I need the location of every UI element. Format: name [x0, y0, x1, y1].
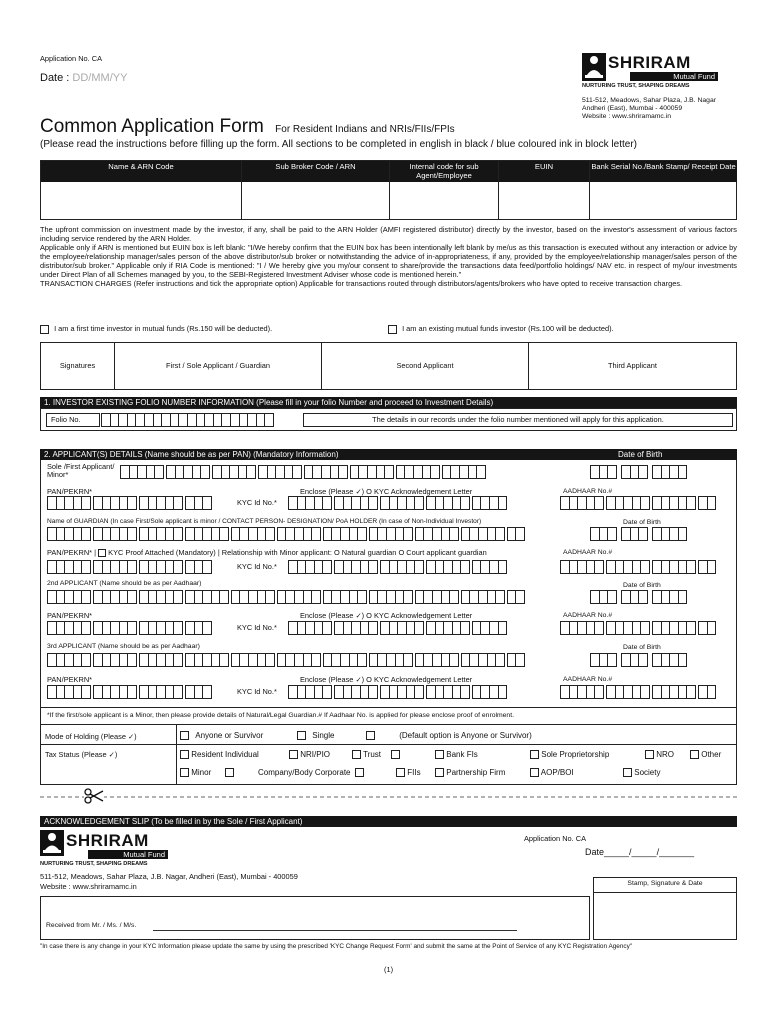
holding-single-checkbox[interactable] — [297, 731, 306, 740]
broker-header-name-arn: Name & ARN Code — [41, 161, 241, 182]
guardian-pan-label: PAN/PEKRN* | — [47, 548, 97, 557]
input-cell[interactable] — [173, 560, 183, 574]
tax-bank-checkbox[interactable] — [435, 750, 444, 759]
tax-aop-label: AOP/BOI — [540, 768, 574, 777]
input-cell[interactable] — [368, 685, 378, 699]
input-cell[interactable] — [495, 653, 505, 667]
input-cell[interactable] — [81, 685, 91, 699]
holding-label: Mode of Holding (Please ✓) — [45, 732, 137, 741]
input-cell[interactable] — [678, 465, 688, 479]
folio-note: The details in our records under the folio number mentioned will apply for this application. — [303, 413, 733, 427]
tax-nri-checkbox[interactable] — [289, 750, 298, 759]
tax-company-label: Company/Body Corporate — [258, 768, 351, 777]
guardian-kyc-label: KYC Id No.* — [237, 562, 277, 571]
second-pan-cells[interactable] — [47, 621, 211, 635]
input-cell[interactable] — [686, 496, 696, 510]
guardian-pan-row — [47, 548, 487, 557]
input-cell[interactable] — [515, 527, 525, 541]
page-title — [40, 116, 455, 138]
input-cell[interactable] — [638, 527, 648, 541]
input-cell[interactable] — [594, 685, 604, 699]
input-cell[interactable] — [607, 465, 617, 479]
brand-address2: Andheri (East), Mumbai - 400059 — [582, 105, 683, 112]
guardian-dob-day[interactable] — [590, 527, 616, 541]
input-cell[interactable] — [403, 590, 413, 604]
input-cell[interactable] — [707, 621, 717, 635]
input-cell[interactable] — [357, 653, 367, 667]
third-pan-cells[interactable] — [47, 685, 211, 699]
input-cell[interactable] — [322, 560, 332, 574]
input-cell[interactable] — [707, 560, 717, 574]
input-cell[interactable] — [640, 496, 650, 510]
input-cell[interactable] — [594, 621, 604, 635]
input-cell[interactable] — [219, 653, 229, 667]
tax-partnership-label: Partnership Firm — [446, 768, 506, 777]
brand-sub: Mutual Fund — [630, 72, 718, 81]
holding-anyone-label: Anyone or Survivor — [195, 731, 264, 740]
input-cell[interactable] — [368, 496, 378, 510]
sole-kyc-cells[interactable] — [288, 496, 506, 510]
input-cell[interactable] — [322, 685, 332, 699]
signatures-label: Signatures — [59, 361, 96, 370]
tax-fiis-checkbox[interactable] — [396, 768, 405, 777]
tax-society-label: Society — [634, 768, 661, 777]
second-dob-label: Date of Birth — [623, 582, 661, 589]
guardian-dob-year[interactable] — [652, 527, 686, 541]
existing-checkbox[interactable] — [388, 325, 397, 334]
input-cell[interactable] — [154, 465, 164, 479]
input-cell[interactable] — [678, 527, 688, 541]
second-dob-day[interactable] — [590, 590, 616, 604]
third-dob-year[interactable] — [652, 653, 686, 667]
ack-stamp-label: Stamp, Signature & Date — [627, 880, 703, 887]
input-cell[interactable] — [127, 496, 137, 510]
sole-aadhaar-cells[interactable] — [560, 496, 715, 510]
euin-field[interactable] — [500, 183, 588, 219]
input-cell[interactable] — [638, 590, 648, 604]
first-time-checkbox[interactable] — [40, 325, 49, 334]
tax-bank-label: Bank FIs — [446, 750, 478, 759]
sole-aadhaar-label: AADHAAR No.# — [563, 488, 613, 495]
existing-label: I am an existing mutual funds investor (Rs.100 will be deducted). — [402, 324, 614, 333]
internal-code-field[interactable] — [391, 183, 497, 219]
folio-label: Folio No. — [46, 413, 100, 427]
input-cell[interactable] — [173, 527, 183, 541]
broker-header-euin: EUIN — [499, 161, 589, 182]
tax-other-label: Other — [701, 750, 722, 759]
third-kyc-cells[interactable] — [288, 685, 506, 699]
input-cell[interactable] — [449, 527, 459, 541]
tax-resident-checkbox[interactable] — [180, 750, 189, 759]
tax-aop-checkbox[interactable] — [530, 768, 539, 777]
input-cell[interactable] — [460, 496, 470, 510]
input-cell[interactable] — [495, 590, 505, 604]
input-cell[interactable] — [414, 685, 424, 699]
ack-address: 511-512, Meadows, Sahar Plaza, J.B. Nagar, Andheri (East), Mumbai - 400059 — [40, 872, 298, 881]
input-cell[interactable] — [246, 465, 256, 479]
third-applicant-label: 3rd APPLICANT (Name should be as per Aadhaar) — [47, 643, 200, 650]
guardian-dob-label: Date of Birth — [623, 519, 661, 526]
tax-trust[interactable] — [352, 750, 400, 759]
input-cell[interactable] — [498, 560, 508, 574]
input-cell[interactable] — [515, 653, 525, 667]
holding-anyone[interactable] — [180, 731, 263, 740]
tax-society-checkbox[interactable] — [623, 768, 632, 777]
date-row — [40, 72, 127, 84]
folio-number-cells[interactable] — [101, 413, 273, 427]
input-cell[interactable] — [127, 685, 137, 699]
tax-sole-proprietorship[interactable] — [530, 750, 609, 759]
ack-received-box — [40, 896, 590, 940]
ack-brand-sub: Mutual Fund — [88, 850, 168, 859]
input-cell[interactable] — [219, 527, 229, 541]
disclaimer-euin: Applicable only if ARN is mentioned but EUIN box is left blank: "I/We hereby confirm that the EUIN box has been intentionally left blank by me/us as this transaction is executed without any interaction or advice by the employee/relationship manager/sales person of the above distributor/sub broker or notwithstanding the advice of in-appropriateness, if any, provided by the employee/relationship manager/sales person of the distributor/sub broker." Applicable only if RIA Code is mentioned: "I / We hereby give you my/our consent to share/provide the transactions data feed/portfolio holdings/ NAV etc. in respect of my/our investments under Direct Plan of all Schemes managed by you, to the SEBI-Registered Investment Adviser whose code is mentioned herein." — [40, 243, 737, 279]
ack-date[interactable]: Date_____/_____/_______ — [585, 847, 695, 857]
input-cell[interactable] — [368, 621, 378, 635]
input-cell[interactable] — [311, 590, 321, 604]
sole-dob-year[interactable] — [652, 465, 686, 479]
ack-website: Website : www.shriramamc.in — [40, 882, 137, 891]
cut-line — [40, 790, 737, 804]
signature-third-applicant[interactable]: Third Applicant — [608, 361, 657, 370]
input-cell[interactable] — [707, 496, 717, 510]
input-cell[interactable] — [460, 560, 470, 574]
second-kyc-label: KYC Id No.* — [237, 623, 277, 632]
second-aadhaar-cells[interactable] — [560, 621, 715, 635]
input-cell[interactable] — [384, 465, 394, 479]
guardian-label: Name of GUARDIAN (In case First/Sole applicant is minor / CONTACT PERSON- DESIGNATION/ PoA HOLDER (In case of Non-Individual Investor) — [47, 518, 482, 525]
section2-title-text: 2. APPLICANT(S) DETAILS (Name should be as per PAN) (Mandatory Information) — [44, 450, 339, 459]
tax-nro[interactable] — [645, 750, 674, 759]
holding-anyone-checkbox[interactable] — [180, 731, 189, 740]
guardian-name-cells[interactable] — [47, 527, 524, 541]
section2-dob-header: Date of Birth — [618, 450, 663, 459]
input-cell[interactable] — [607, 653, 617, 667]
input-cell[interactable] — [640, 685, 650, 699]
input-cell[interactable] — [414, 621, 424, 635]
tax-other-checkbox[interactable] — [690, 750, 699, 759]
tax-resident-individual[interactable] — [180, 750, 259, 759]
input-cell[interactable] — [449, 590, 459, 604]
form-instruction: (Please read the instructions before filling up the form. All sections to be completed in english in black / blue coloured ink in block letter) — [40, 139, 637, 150]
form-subtitle: For Resident Indians and NRIs/FIIs/FPIs — [275, 124, 455, 135]
second-dob-month[interactable] — [621, 590, 647, 604]
input-cell[interactable] — [81, 560, 91, 574]
tax-trust-label: Trust — [363, 750, 382, 759]
input-cell[interactable] — [202, 560, 212, 574]
sole-pan-label: PAN/PEKRN* — [47, 487, 93, 496]
third-kyc-label: KYC Id No.* — [237, 687, 277, 696]
form-title: Common Application Form — [40, 116, 264, 137]
input-cell[interactable] — [460, 685, 470, 699]
input-cell[interactable] — [678, 590, 688, 604]
ack-stamp-box[interactable] — [593, 877, 737, 940]
disclaimer-transaction-charges: TRANSACTION CHARGES (Refer instructions and tick the appropriate option) Applicable for transactions routed through distributors/agents/brokers who have opted to receive transaction charges. — [40, 279, 683, 288]
input-cell[interactable] — [127, 653, 137, 667]
ack-shriram-logo — [40, 830, 170, 870]
input-cell[interactable] — [594, 560, 604, 574]
input-cell[interactable] — [357, 527, 367, 541]
input-cell[interactable] — [81, 621, 91, 635]
input-cell[interactable] — [678, 653, 688, 667]
second-applicant-name-cells[interactable] — [47, 590, 524, 604]
sole-applicant-label: Sole /First Applicant/ Minor* — [47, 462, 115, 479]
ack-title: ACKNOWLEDGEMENT SLIP (To be filled in by the Sole / First Applicant) — [40, 816, 737, 827]
date-label: Date : — [40, 72, 70, 84]
reading-figure-icon — [582, 53, 606, 81]
input-cell[interactable] — [127, 590, 137, 604]
tax-nri-label: NRI/PIO — [300, 750, 331, 759]
brand-address1: 511-512, Meadows, Sahar Plaza, J.B. Nagar — [582, 97, 716, 104]
input-cell[interactable] — [594, 496, 604, 510]
sole-dob-month[interactable] — [621, 465, 647, 479]
application-no-label: Application No. CA — [40, 54, 103, 63]
input-cell[interactable] — [640, 621, 650, 635]
input-cell[interactable] — [607, 527, 617, 541]
input-cell[interactable] — [515, 590, 525, 604]
guardian-dob-month[interactable] — [621, 527, 647, 541]
input-cell[interactable] — [449, 653, 459, 667]
input-cell[interactable] — [173, 496, 183, 510]
input-cell[interactable] — [686, 621, 696, 635]
tax-minor-extra-checkbox[interactable] — [225, 768, 234, 777]
second-kyc-cells[interactable] — [288, 621, 506, 635]
folio-box — [40, 408, 737, 431]
input-cell[interactable] — [638, 653, 648, 667]
input-cell[interactable] — [322, 621, 332, 635]
tax-resident-label: Resident Individual — [191, 750, 259, 759]
input-cell[interactable] — [414, 560, 424, 574]
sole-pan-cells[interactable] — [47, 496, 211, 510]
ack-received-line[interactable] — [153, 930, 517, 931]
input-cell[interactable] — [638, 465, 648, 479]
tax-status-label: Tax Status (Please ✓) — [45, 750, 118, 759]
ack-brand-name: SHRIRAM — [66, 831, 149, 850]
tax-minor[interactable] — [180, 768, 234, 777]
input-cell[interactable] — [686, 685, 696, 699]
tax-minor-checkbox[interactable] — [180, 768, 189, 777]
signature-first-applicant[interactable]: First / Sole Applicant / Guardian — [166, 361, 270, 370]
signature-second-applicant[interactable]: Second Applicant — [396, 361, 454, 370]
input-cell[interactable] — [200, 465, 210, 479]
tax-bank-fis[interactable] — [435, 750, 478, 759]
disclaimer-commission: The upfront commission on investment made by the investor, if any, shall be paid to the ARN Holder (AMFI registered distributor) directly by the investor, based on the investor's assessment of various factors including service rendered by the ARN Holder. — [40, 225, 737, 243]
page-number: (1) — [384, 965, 394, 974]
input-cell[interactable] — [219, 590, 229, 604]
input-cell[interactable] — [707, 685, 717, 699]
third-pan-label: PAN/PEKRN* — [47, 675, 93, 684]
sole-applicant-name-cells[interactable] — [120, 465, 488, 479]
input-cell[interactable] — [173, 590, 183, 604]
guardian-aadhaar-label: AADHAAR No.# — [563, 549, 613, 556]
second-dob-year[interactable] — [652, 590, 686, 604]
tax-society[interactable] — [623, 768, 660, 777]
tax-company-checkbox[interactable] — [355, 768, 364, 777]
guardian-kyc-text: KYC Proof Attached (Mandatory) | Relationship with Minor applicant: O Natural guardian O Court applicant guardian — [108, 548, 487, 557]
input-cell[interactable] — [127, 527, 137, 541]
input-cell[interactable] — [311, 653, 321, 667]
folio-cell[interactable] — [264, 413, 274, 427]
tax-company[interactable] — [258, 768, 364, 777]
first-time-investor[interactable] — [40, 324, 272, 334]
section1-title: 1. INVESTOR EXISTING FOLIO NUMBER INFORMATION (Please fill in your folio Number and proceed to Investment Details) — [40, 397, 737, 408]
input-cell[interactable] — [81, 590, 91, 604]
sole-enclose-label: Enclose (Please ✓) O KYC Acknowledgement Letter — [300, 487, 473, 496]
section2-title — [40, 449, 737, 460]
tax-minor-label: Minor — [191, 768, 212, 777]
input-cell[interactable] — [495, 527, 505, 541]
input-cell[interactable] — [202, 621, 212, 635]
tax-fiis[interactable] — [396, 768, 421, 777]
ack-brand-tagline: NURTURING TRUST, SHAPING DREAMS — [40, 861, 148, 867]
tax-nri-pio[interactable] — [289, 750, 330, 759]
shriram-logo — [582, 53, 742, 123]
broker-header-bank: Bank Serial No./Bank Stamp/ Receipt Date — [590, 161, 737, 182]
input-cell[interactable] — [127, 621, 137, 635]
tax-nro-checkbox[interactable] — [645, 750, 654, 759]
input-cell[interactable] — [403, 653, 413, 667]
first-time-label: I am a first time investor in mutual funds (Rs.150 will be deducted). — [54, 324, 273, 333]
third-applicant-name-cells[interactable] — [47, 653, 524, 667]
ack-application-no: Application No. CA — [524, 834, 587, 843]
input-cell[interactable] — [202, 685, 212, 699]
input-cell[interactable] — [81, 496, 91, 510]
input-cell[interactable] — [292, 465, 302, 479]
holding-single-label: Single — [312, 731, 335, 740]
holding-default-checkbox[interactable] — [366, 731, 375, 740]
input-cell[interactable] — [414, 496, 424, 510]
input-cell[interactable] — [403, 527, 413, 541]
input-cell[interactable] — [81, 653, 91, 667]
brand-tagline: NURTURING TRUST, SHAPING DREAMS — [582, 83, 690, 89]
holding-single[interactable] — [297, 731, 334, 740]
scissors-icon — [84, 788, 104, 804]
input-cell[interactable] — [127, 560, 137, 574]
input-cell[interactable] — [607, 590, 617, 604]
input-cell[interactable] — [686, 560, 696, 574]
third-dob-month[interactable] — [621, 653, 647, 667]
holding-default — [366, 731, 532, 740]
guardian-pan-cells[interactable] — [47, 560, 211, 574]
third-dob-label: Date of Birth — [623, 644, 661, 651]
second-applicant-label: 2nd APPLICANT (Name should be as per Aadhaar) — [47, 580, 202, 587]
tax-trust-extra-checkbox[interactable] — [391, 750, 400, 759]
tax-trust-checkbox[interactable] — [352, 750, 361, 759]
broker-header-internal: Internal code for sub Agent/Employee — [390, 161, 498, 182]
input-cell[interactable] — [81, 527, 91, 541]
third-aadhaar-label: AADHAAR No.# — [563, 676, 613, 683]
input-cell[interactable] — [368, 560, 378, 574]
brand-name: SHRIRAM — [608, 53, 691, 72]
tax-sole-label: Sole Proprietorship — [541, 750, 610, 759]
tax-sole-checkbox[interactable] — [530, 750, 539, 759]
existing-investor[interactable] — [388, 324, 614, 334]
second-pan-label: PAN/PEKRN* — [47, 611, 93, 620]
input-cell[interactable] — [460, 621, 470, 635]
input-cell[interactable] — [173, 653, 183, 667]
tax-partnership-checkbox[interactable] — [435, 768, 444, 777]
ack-footnote: "In case there is any change in your KYC Information please update the same by using the prescribed 'KYC Change Request Form' and submit the same at the Point of Service of any KYC Registration Agency" — [40, 943, 633, 950]
input-cell[interactable] — [640, 560, 650, 574]
third-enclose-label: Enclose (Please ✓) O KYC Acknowledgement Letter — [300, 675, 473, 684]
third-aadhaar-cells[interactable] — [560, 685, 715, 699]
signatures-box — [40, 342, 737, 390]
holding-default-label: (Default option is Anyone or Survivor) — [399, 731, 532, 740]
input-cell[interactable] — [202, 496, 212, 510]
second-aadhaar-label: AADHAAR No.# — [563, 612, 613, 619]
sole-kyc-label: KYC Id No.* — [237, 498, 277, 507]
input-cell[interactable] — [265, 527, 275, 541]
third-dob-day[interactable] — [590, 653, 616, 667]
ack-reading-figure-icon — [40, 830, 64, 856]
tax-fiis-label: FIIs — [407, 768, 421, 777]
sole-dob-day[interactable] — [590, 465, 616, 479]
disclaimer — [40, 225, 737, 288]
broker-table — [40, 160, 737, 220]
input-cell[interactable] — [357, 590, 367, 604]
input-cell[interactable] — [498, 621, 508, 635]
broker-header-subbroker: Sub Broker Code / ARN — [242, 161, 389, 182]
input-cell[interactable] — [498, 496, 508, 510]
minor-note: *If the first/sole applicant is a Minor, then please provide details of Natural/Legal Guardian.# If Aadhaar No. is applied for please enclose proof of enrolment. — [47, 712, 514, 719]
tax-other[interactable] — [690, 750, 721, 759]
input-cell[interactable] — [173, 621, 183, 635]
date-placeholder[interactable]: DD/MM/YY — [72, 72, 128, 84]
tax-nro-label: NRO — [656, 750, 675, 759]
input-cell[interactable] — [265, 653, 275, 667]
subbroker-field[interactable] — [243, 183, 388, 219]
second-enclose-label: Enclose (Please ✓) O KYC Acknowledgement Letter — [300, 611, 473, 620]
input-cell[interactable] — [311, 527, 321, 541]
arn-code-field[interactable] — [42, 183, 240, 219]
tax-partnership[interactable] — [435, 768, 505, 777]
brand-website: Website : www.shriramamc.in — [582, 113, 672, 120]
input-cell[interactable] — [338, 465, 348, 479]
input-cell[interactable] — [265, 590, 275, 604]
input-cell[interactable] — [476, 465, 486, 479]
bank-stamp-field[interactable] — [591, 183, 736, 219]
input-cell[interactable] — [430, 465, 440, 479]
input-cell[interactable] — [173, 685, 183, 699]
input-cell[interactable] — [498, 685, 508, 699]
ack-received-label: Received from Mr. / Ms. / M/s. — [46, 922, 137, 929]
input-cell[interactable] — [322, 496, 332, 510]
kyc-proof-checkbox[interactable] — [98, 549, 106, 557]
guardian-aadhaar-cells[interactable] — [560, 560, 715, 574]
guardian-kyc-cells[interactable] — [288, 560, 506, 574]
tax-aop-boi[interactable] — [530, 768, 574, 777]
